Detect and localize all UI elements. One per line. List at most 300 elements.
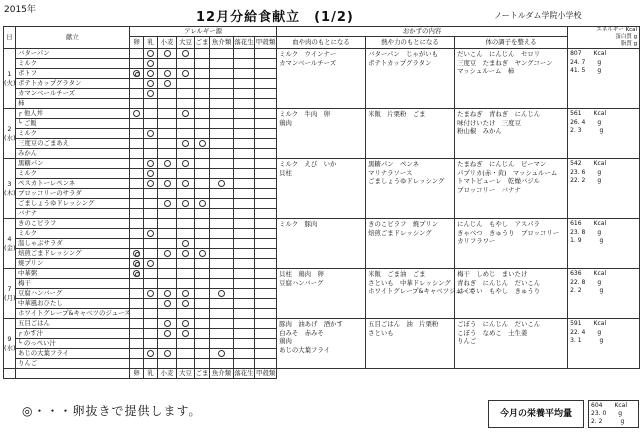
allergen-cell [158,339,177,349]
dish-name: ブロッコリーのサラダ [16,189,130,199]
allergen-cell [158,289,177,299]
allergen-cell [255,199,277,209]
allergen-cell [144,149,158,159]
allergen-cell [255,309,277,319]
allergen-cell [195,209,210,219]
allergen-cell [130,119,144,129]
allergen-cell [177,139,195,149]
allergen-cell [158,269,177,279]
allergen-circle-icon [147,160,154,167]
allergen-circle-icon [164,290,171,297]
allergen-header: 乳 [144,37,158,49]
allergen-header: 甲殻類 [255,37,277,49]
allergen-circle-icon [147,350,154,357]
allergen-cell [195,319,210,329]
allergen-cell [144,109,158,119]
allergen-cell [130,319,144,329]
allergen-circle-icon [147,80,154,87]
allergen-cell [144,219,158,229]
allergen-cell [177,249,195,259]
allergen-circle-icon [182,290,189,297]
okazu-heat: 米飯 片栗粉 ごま [366,109,455,159]
egg-free-double-circle-icon [133,250,140,257]
allergen-cell [195,169,210,179]
allergen-cell [158,49,177,59]
allergen-cell [144,289,158,299]
allergen-cell [177,69,195,79]
allergen-header: ごま [195,37,210,49]
allergen-circle-icon [199,250,206,257]
allergen-cell [177,289,195,299]
allergen-cell [255,259,277,269]
allergen-cell [177,229,195,239]
day-label: 1 (火) [4,49,16,109]
allergen-cell [210,249,234,259]
allergen-cell [130,189,144,199]
allergen-cell [130,129,144,139]
dish-name: ミルク [16,129,130,139]
allergen-circle-icon [218,290,225,297]
allergen-cell [158,319,177,329]
allergen-cell [234,49,255,59]
allergen-cell [210,339,234,349]
dish-name: 梅干 [16,279,130,289]
okazu-body: にんじん もやし アスパラ きゃべつ きゅうり ブロッコリー カリフラワー [455,219,568,269]
okazu-heat: 米飯 ごま油 ごま さといも 中華ドレッシング ホワイトグレープ&キャベツジュース [366,269,455,319]
allergen-cell [210,189,234,199]
allergen-cell [210,59,234,69]
allergen-cell [210,319,234,329]
allergen-cell [144,199,158,209]
allergen-cell [130,329,144,339]
allergen-cell [130,179,144,189]
allergen-cell [158,219,177,229]
allergen-cell [177,99,195,109]
allergen-cell [234,239,255,249]
allergen-cell [195,299,210,309]
allergen-cell [130,69,144,79]
allergen-cell [130,149,144,159]
dish-name: └ のっぺい汁 [16,339,130,349]
dish-name: きのこピラフ [16,219,130,229]
allergen-cell [195,359,210,369]
dish-name: バターパン [16,49,130,59]
allergen-cell [210,299,234,309]
allergen-cell [195,339,210,349]
allergen-cell [144,169,158,179]
allergen-cell [177,359,195,369]
allergen-cell [195,279,210,289]
dish-name: 五目ごはん [16,319,130,329]
allergen-cell [130,339,144,349]
allergen-cell [195,189,210,199]
allergen-circle-icon [164,350,171,357]
allergen-cell [234,79,255,89]
allergen-cell [130,99,144,109]
egg-free-double-circle-icon [133,260,140,267]
okazu-blood: ミルク 豚肉 [277,219,366,269]
monthly-average-label: 今月の栄養平均量 [488,400,584,428]
okazu-heat: 五目ごはん 油 片栗粉 さといも [366,319,455,369]
allergen-cell [177,159,195,169]
dish-name: ポトフ [16,69,130,79]
allergen-cell [210,219,234,229]
okazu-blood: ミルク えび いか 貝柱 [277,159,366,219]
allergen-cell [130,209,144,219]
allergen-cell [210,69,234,79]
allergen-cell [130,49,144,59]
allergen-cell [144,239,158,249]
allergen-cell [195,109,210,119]
dish-name: 柿 [16,99,130,109]
allergen-circle-icon [164,330,171,337]
allergen-cell [144,249,158,259]
allergen-cell [255,329,277,339]
dish-name: ミルク [16,229,130,239]
allergen-circle-icon [182,140,189,147]
allergen-cell [177,109,195,119]
allergen-cell [158,199,177,209]
allergen-cell [195,49,210,59]
allergen-cell [195,79,210,89]
dish-name: カマンベールチーズ [16,89,130,99]
header-menu: 献立 [16,27,130,49]
dish-name: 温しゃぶサラダ [16,239,130,249]
allergen-circle-icon [182,250,189,257]
allergen-cell [130,359,144,369]
allergen-cell [255,59,277,69]
allergen-cell [234,289,255,299]
allergen-circle-icon [164,80,171,87]
allergen-cell [177,219,195,229]
okazu-body: たまねぎ にんじん ピーマン パプリカ(赤・黄) マッシュルーム トマトピューレ 乾燥バジル ブロッコリー バナナ [455,159,568,219]
allergen-circle-icon [164,70,171,77]
allergen-footer: 大豆 [177,369,195,379]
okazu-body: ごぼう にんじん だいこん こぼう なめこ 土生姜 りんご [455,319,568,369]
allergen-cell [255,149,277,159]
allergen-cell [158,69,177,79]
allergen-cell [144,309,158,319]
allergen-cell [158,109,177,119]
allergen-cell [177,209,195,219]
allergen-circle-icon [182,320,189,327]
allergen-cell [158,189,177,199]
okazu-heat: 黒糖パン ペンネ マリナラソース ごましょうゆドレッシング [366,159,455,219]
allergen-cell [130,299,144,309]
allergen-cell [158,169,177,179]
allergen-cell [144,179,158,189]
allergen-cell [255,79,277,89]
allergen-cell [144,159,158,169]
allergen-cell [255,319,277,329]
allergen-cell [177,79,195,89]
allergen-cell [210,89,234,99]
allergen-cell [144,89,158,99]
allergen-cell [210,139,234,149]
allergen-cell [255,339,277,349]
dish-name: ┌ 他人丼 [16,109,130,119]
allergen-circle-icon [147,230,154,237]
footer-day-blank [4,369,16,379]
allergen-circle-icon [147,170,154,177]
allergen-cell [210,199,234,209]
nutrition-values: 636 Kcal 22. 8 g 2. 2 g [568,269,640,319]
allergen-cell [130,239,144,249]
okazu-blood: 貝柱 鶏肉 卵 豆腐ハンバーグ [277,269,366,319]
allergen-cell [255,179,277,189]
dish-name: 三度豆のごまあえ [16,139,130,149]
header-allergy: アレルギー源 [130,27,277,37]
allergen-cell [234,159,255,169]
allergen-circle-icon [182,240,189,247]
allergen-cell [255,99,277,109]
allergen-cell [210,49,234,59]
allergen-circle-icon [164,320,171,327]
dish-name: ごましょうゆドレッシング [16,199,130,209]
allergen-cell [195,219,210,229]
allergen-cell [158,239,177,249]
allergen-cell [255,279,277,289]
allergen-cell [195,289,210,299]
allergen-cell [255,69,277,79]
allergen-cell [144,319,158,329]
allergen-cell [177,49,195,59]
allergen-cell [255,89,277,99]
allergen-cell [158,129,177,139]
allergen-cell [195,69,210,79]
allergen-cell [195,159,210,169]
allergen-cell [177,269,195,279]
allergen-cell [210,309,234,319]
allergen-cell [234,199,255,209]
header-blood: 血や肉のもとになる [277,37,366,49]
allergen-cell [210,209,234,219]
allergen-cell [234,359,255,369]
allergen-circle-icon [164,200,171,207]
dish-name: みかん [16,149,130,159]
header-day: 日 [4,27,16,49]
allergen-cell [195,329,210,339]
nutrition-values: 591 Kcal 22. 4 g 3. 1 g [568,319,640,369]
allergen-cell [234,129,255,139]
day-label: 9 (水) [4,319,16,369]
allergen-cell [255,109,277,119]
allergen-cell [158,159,177,169]
allergen-cell [144,299,158,309]
okazu-blood: ミルク 牛肉 卵 鶏肉 [277,109,366,159]
allergen-cell [130,139,144,149]
allergen-cell [144,139,158,149]
allergen-cell [234,139,255,149]
allergen-cell [158,309,177,319]
dish-row [4,269,640,279]
allergen-circle-icon [199,200,206,207]
allergen-cell [144,269,158,279]
allergen-cell [158,179,177,189]
allergen-circle-icon [147,130,154,137]
header-nutrition: エネルギー Kcal 蛋白質 g 脂質 g [568,27,640,49]
nutrition-values: 616 Kcal 23. 8 g 1. 9 g [568,219,640,269]
allergen-cell [158,209,177,219]
egg-free-double-circle-icon [133,70,140,77]
header-okazu: おかずの内容 [277,27,568,37]
dish-name: ポテトカップグラタン [16,79,130,89]
allergen-cell [234,279,255,289]
allergen-cell [195,239,210,249]
allergen-cell [210,119,234,129]
allergen-circle-icon [218,350,225,357]
allergen-header: 大豆 [177,37,195,49]
dish-name: りんご [16,359,130,369]
allergen-circle-icon [182,160,189,167]
allergen-cell [255,209,277,219]
allergen-cell [195,259,210,269]
page-title: 12月分給食献立 (1/2) [196,10,354,25]
allergen-cell [255,249,277,259]
allergen-cell [144,99,158,109]
allergen-cell [177,119,195,129]
school-name: ノートルダム学院小学校 [494,11,582,20]
allergen-cell [144,59,158,69]
dish-name: 中華風おひたし [16,299,130,309]
allergen-circle-icon [164,180,171,187]
allergen-cell [255,229,277,239]
nutrition-values: 807 Kcal 24. 7 g 41. 5 g [568,49,640,109]
allergen-footer: ごま [195,369,209,378]
okazu-heat: きのこピラフ 焼プリン 焙煎ごまドレッシング [366,219,455,269]
allergen-cell [177,309,195,319]
allergen-cell [144,279,158,289]
allergen-cell [234,209,255,219]
footer-blank [277,369,640,379]
allergen-cell [234,179,255,189]
allergen-cell [234,339,255,349]
allergen-cell [144,359,158,369]
allergen-cell [158,359,177,369]
allergen-header: 卵 [130,37,144,49]
dish-name: 焼プリン [16,259,130,269]
footer-menu-blank [16,369,130,379]
allergen-circle-icon [218,180,225,187]
allergen-circle-icon [182,110,189,117]
allergen-cell [130,159,144,169]
allergen-cell [234,69,255,79]
allergen-circle-icon [147,180,154,187]
allergen-circle-icon [164,250,171,257]
allergen-cell [130,349,144,359]
year-label: 2015年 [4,5,36,15]
allergen-cell [144,129,158,139]
allergen-cell [158,259,177,269]
allergen-cell [177,299,195,309]
allergen-cell [158,59,177,69]
allergen-cell [234,259,255,269]
allergen-cell [130,269,144,279]
allergen-footer: 乳 [144,369,158,379]
allergen-footer: 卵 [130,369,144,379]
allergen-cell [158,79,177,89]
dish-row [4,159,640,169]
allergen-cell [234,329,255,339]
allergen-cell [195,139,210,149]
nutrition-values: 542 Kcal 23. 6 g 22. 2 g [568,159,640,219]
allergen-cell [210,229,234,239]
header-heat: 熱や力のもとになる [366,37,455,49]
allergen-circle-icon [182,300,189,307]
allergen-cell [158,279,177,289]
allergen-cell [130,89,144,99]
okazu-blood: 豚肉 油あげ 酒かす 白みそ 赤みそ 鶏肉 あじの大葉フライ [277,319,366,369]
egg-free-note: ◎・・・卵抜きで提供します。 [22,404,202,418]
allergen-cell [195,149,210,159]
dish-name: 中華粥 [16,269,130,279]
allergen-cell [234,349,255,359]
allergen-cell [195,179,210,189]
allergen-cell [144,259,158,269]
monthly-average-values: 604 Kcal 23. 0 g 2. 2 g [588,400,639,428]
allergen-cell [158,99,177,109]
allergen-cell [177,349,195,359]
allergen-cell [255,159,277,169]
allergen-cell [158,89,177,99]
allergen-cell [255,139,277,149]
allergen-cell [158,329,177,339]
allergen-cell [144,49,158,59]
allergen-cell [130,249,144,259]
allergen-cell [210,179,234,189]
allergen-cell [177,329,195,339]
allergen-cell [177,319,195,329]
allergen-footer: 小麦 [158,369,177,379]
dish-name: 焙煎ごまドレッシング [16,249,130,259]
allergen-cell [255,289,277,299]
okazu-body: たまねぎ 青ねぎ にんじん 味付けいたけ 三度豆 粉山椒 みかん [455,109,568,159]
allergen-cell [177,179,195,189]
allergen-circle-icon [182,330,189,337]
allergen-cell [210,169,234,179]
okazu-body: 梅干 しめじ まいたけ 青ねぎ にんじん だいこん はくさい もやし きゅうり [455,269,568,319]
allergen-cell [130,219,144,229]
allergen-cell [144,209,158,219]
allergen-cell [234,219,255,229]
allergen-circle-icon [133,110,140,117]
allergen-cell [210,279,234,289]
dish-row [4,319,640,329]
allergen-cell [158,149,177,159]
allergen-cell [177,239,195,249]
allergen-cell [195,89,210,99]
allergen-cell [130,199,144,209]
allergen-cell [130,309,144,319]
allergen-circle-icon [182,50,189,57]
allergen-cell [234,309,255,319]
dish-name: 黒糖パン [16,159,130,169]
okazu-blood: ミルク ウインナー カマンベールチーズ [277,49,366,109]
dish-row [4,49,640,59]
allergen-cell [255,239,277,249]
allergen-cell [195,99,210,109]
dish-row [4,219,640,229]
allergen-circle-icon [147,50,154,57]
allergen-header: 魚介類 [210,37,234,49]
day-label: 3 (木) [4,159,16,219]
dish-name: あじの大葉フライ [16,349,130,359]
allergen-cell [210,159,234,169]
allergen-cell [144,79,158,89]
allergen-cell [210,289,234,299]
allergen-cell [177,189,195,199]
header-body: 体の調子を整える [455,37,568,49]
